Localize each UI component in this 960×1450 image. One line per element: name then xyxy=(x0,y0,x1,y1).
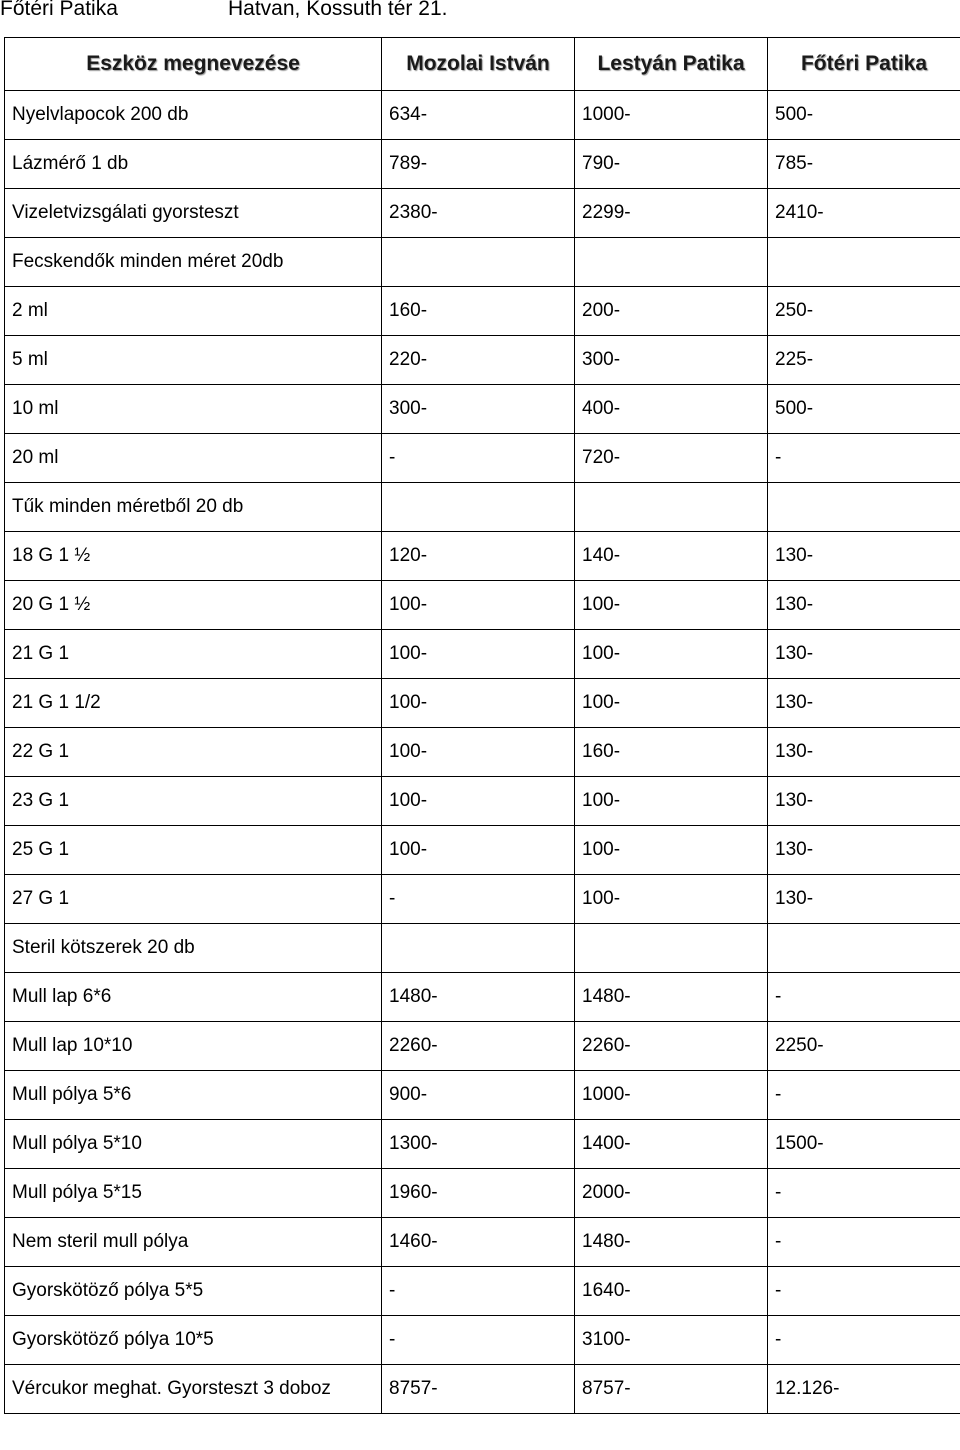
price-cell-lestyan: 2299- xyxy=(575,189,768,238)
item-name-cell: 2 ml xyxy=(5,287,382,336)
table-row xyxy=(5,287,960,336)
price-cell-foteri: 130- xyxy=(768,826,960,875)
table-row xyxy=(5,532,960,581)
price-cell-foteri: - xyxy=(768,1169,960,1218)
item-name-cell: Gyorskötöző pólya 5*5 xyxy=(5,1267,382,1316)
price-cell-foteri: 130- xyxy=(768,875,960,924)
table-row xyxy=(5,728,960,777)
price-cell-lestyan: 100- xyxy=(575,630,768,679)
price-cell-lestyan: 400- xyxy=(575,385,768,434)
item-name-cell: Mull pólya 5*10 xyxy=(5,1120,382,1169)
price-cell-foteri: 130- xyxy=(768,581,960,630)
price-cell-foteri: 130- xyxy=(768,532,960,581)
price-cell-lestyan: 8757- xyxy=(575,1365,768,1414)
table-row xyxy=(5,483,960,532)
item-name-cell: Tűk minden méretből 20 db xyxy=(5,483,382,532)
price-cell-foteri: - xyxy=(768,1071,960,1120)
price-cell-mozolai: - xyxy=(382,1267,575,1316)
price-cell-mozolai xyxy=(382,238,575,287)
item-name-cell: 22 G 1 xyxy=(5,728,382,777)
price-cell-foteri: 500- xyxy=(768,91,960,140)
item-name-cell: Mull lap 10*10 xyxy=(5,1022,382,1071)
price-cell-mozolai: 1960- xyxy=(382,1169,575,1218)
item-name-cell: 20 ml xyxy=(5,434,382,483)
item-name-cell: 21 G 1 xyxy=(5,630,382,679)
price-cell-mozolai: 160- xyxy=(382,287,575,336)
price-cell-lestyan: 100- xyxy=(575,679,768,728)
price-cell-lestyan: 140- xyxy=(575,532,768,581)
price-cell-lestyan: 1000- xyxy=(575,91,768,140)
price-cell-mozolai: 120- xyxy=(382,532,575,581)
price-cell-lestyan: 100- xyxy=(575,826,768,875)
price-cell-foteri: - xyxy=(768,1218,960,1267)
price-cell-mozolai: 100- xyxy=(382,679,575,728)
item-name-cell: Vizeletvizsgálati gyorsteszt xyxy=(5,189,382,238)
price-cell-mozolai: 220- xyxy=(382,336,575,385)
price-cell-lestyan: 1400- xyxy=(575,1120,768,1169)
table-row xyxy=(5,630,960,679)
price-cell-mozolai: 100- xyxy=(382,581,575,630)
shop-address: Hatvan, Kossuth tér 21. xyxy=(228,0,448,20)
price-cell-mozolai: 634- xyxy=(382,91,575,140)
price-cell-mozolai: 2380- xyxy=(382,189,575,238)
price-cell-lestyan: 790- xyxy=(575,140,768,189)
column-header-item: Eszköz megnevezése xyxy=(5,38,382,91)
table-row xyxy=(5,875,960,924)
item-name-cell: 18 G 1 ½ xyxy=(5,532,382,581)
price-cell-mozolai: 1460- xyxy=(382,1218,575,1267)
item-name-cell: Nyelvlapocok 200 db xyxy=(5,91,382,140)
price-cell-foteri: - xyxy=(768,434,960,483)
price-cell-lestyan: 100- xyxy=(575,875,768,924)
table-row xyxy=(5,336,960,385)
price-cell-mozolai: - xyxy=(382,434,575,483)
price-cell-mozolai: 1300- xyxy=(382,1120,575,1169)
price-cell-mozolai: 100- xyxy=(382,826,575,875)
table-row xyxy=(5,189,960,238)
price-cell-foteri: 130- xyxy=(768,728,960,777)
price-cell-mozolai: 100- xyxy=(382,728,575,777)
price-cell-mozolai: - xyxy=(382,875,575,924)
item-name-cell: Steril kötszerek 20 db xyxy=(5,924,382,973)
item-name-cell: Mull pólya 5*15 xyxy=(5,1169,382,1218)
item-name-cell: Mull pólya 5*6 xyxy=(5,1071,382,1120)
table-row xyxy=(5,777,960,826)
price-cell-mozolai: 2260- xyxy=(382,1022,575,1071)
price-cell-lestyan: 1000- xyxy=(575,1071,768,1120)
column-header-foteri: Főtéri Patika xyxy=(768,38,960,91)
price-cell-foteri: 130- xyxy=(768,630,960,679)
table-row xyxy=(5,1218,960,1267)
price-cell-mozolai: 900- xyxy=(382,1071,575,1120)
item-name-cell: Vércukor meghat. Gyorsteszt 3 doboz xyxy=(5,1365,382,1414)
item-name-cell: Lázmérő 1 db xyxy=(5,140,382,189)
price-cell-lestyan: 1640- xyxy=(575,1267,768,1316)
column-header-mozolai: Mozolai István xyxy=(382,38,575,91)
price-cell-lestyan: 100- xyxy=(575,581,768,630)
table-row xyxy=(5,140,960,189)
price-cell-foteri: - xyxy=(768,1267,960,1316)
table-row xyxy=(5,385,960,434)
price-cell-lestyan: 720- xyxy=(575,434,768,483)
table-row xyxy=(5,1120,960,1169)
table-row xyxy=(5,973,960,1022)
price-cell-mozolai: - xyxy=(382,1316,575,1365)
price-cell-foteri xyxy=(768,924,960,973)
price-cell-foteri: 2410- xyxy=(768,189,960,238)
item-name-cell: Gyorskötöző pólya 10*5 xyxy=(5,1316,382,1365)
table-row xyxy=(5,1365,960,1414)
price-cell-lestyan: 1480- xyxy=(575,973,768,1022)
price-cell-mozolai xyxy=(382,924,575,973)
price-cell-mozolai: 300- xyxy=(382,385,575,434)
table-row xyxy=(5,434,960,483)
item-name-cell: Fecskendők minden méret 20db xyxy=(5,238,382,287)
item-name-cell: 27 G 1 xyxy=(5,875,382,924)
price-cell-lestyan: 2000- xyxy=(575,1169,768,1218)
price-cell-mozolai xyxy=(382,483,575,532)
price-cell-lestyan: 160- xyxy=(575,728,768,777)
price-cell-mozolai: 100- xyxy=(382,630,575,679)
price-cell-foteri: 225- xyxy=(768,336,960,385)
price-cell-mozolai: 789- xyxy=(382,140,575,189)
price-cell-lestyan: 2260- xyxy=(575,1022,768,1071)
price-cell-lestyan: 300- xyxy=(575,336,768,385)
price-comparison-table xyxy=(4,37,960,1414)
price-cell-lestyan: 1480- xyxy=(575,1218,768,1267)
price-cell-foteri: 250- xyxy=(768,287,960,336)
price-cell-lestyan xyxy=(575,483,768,532)
item-name-cell: 21 G 1 1/2 xyxy=(5,679,382,728)
price-cell-foteri xyxy=(768,483,960,532)
price-cell-mozolai: 100- xyxy=(382,777,575,826)
price-cell-foteri: 500- xyxy=(768,385,960,434)
item-name-cell: 25 G 1 xyxy=(5,826,382,875)
item-name-cell: Nem steril mull pólya xyxy=(5,1218,382,1267)
price-cell-foteri: 130- xyxy=(768,777,960,826)
column-header-lestyan: Lestyán Patika xyxy=(575,38,768,91)
table-row xyxy=(5,1169,960,1218)
shop-name: Főtéri Patika xyxy=(0,0,118,20)
table-header-row xyxy=(5,38,960,91)
item-name-cell: Mull lap 6*6 xyxy=(5,973,382,1022)
table-row xyxy=(5,679,960,728)
price-cell-lestyan: 3100- xyxy=(575,1316,768,1365)
table-row xyxy=(5,1316,960,1365)
item-name-cell: 10 ml xyxy=(5,385,382,434)
price-cell-foteri: 130- xyxy=(768,679,960,728)
price-cell-foteri: 12.126- xyxy=(768,1365,960,1414)
price-cell-foteri xyxy=(768,238,960,287)
price-cell-foteri: 2250- xyxy=(768,1022,960,1071)
table-row xyxy=(5,581,960,630)
table-row xyxy=(5,826,960,875)
price-cell-foteri: - xyxy=(768,1316,960,1365)
price-cell-lestyan xyxy=(575,924,768,973)
item-name-cell: 5 ml xyxy=(5,336,382,385)
table-row xyxy=(5,238,960,287)
price-cell-foteri: 785- xyxy=(768,140,960,189)
table-row xyxy=(5,91,960,140)
table-body xyxy=(5,91,960,1414)
price-cell-lestyan: 100- xyxy=(575,777,768,826)
item-name-cell: 20 G 1 ½ xyxy=(5,581,382,630)
price-cell-foteri: - xyxy=(768,973,960,1022)
price-cell-foteri: 1500- xyxy=(768,1120,960,1169)
price-cell-mozolai: 1480- xyxy=(382,973,575,1022)
price-cell-lestyan xyxy=(575,238,768,287)
price-cell-mozolai: 8757- xyxy=(382,1365,575,1414)
item-name-cell: 23 G 1 xyxy=(5,777,382,826)
table-row xyxy=(5,924,960,973)
table-row xyxy=(5,1022,960,1071)
price-cell-lestyan: 200- xyxy=(575,287,768,336)
table-row xyxy=(5,1267,960,1316)
table-row xyxy=(5,1071,960,1120)
